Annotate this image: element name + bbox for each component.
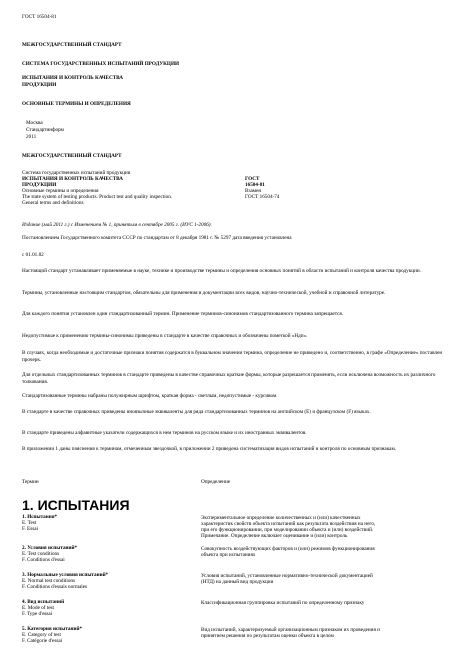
term-name: 4. Вид испытаний	[22, 599, 65, 605]
body-paragraph: В случаях, когда необходимые и достаточные признаки понятия содержатся в буквальном значении термина, определение не приведено и, соответственно, в графе «Определение» поставлен прочерк.	[22, 350, 443, 363]
term-french: F. Catégorie d'essai	[22, 637, 63, 644]
term-entry	[22, 627, 192, 644]
term-definition	[201, 627, 451, 639]
info-left-line: ИСПЫТАНИЯ И КОНТРОЛЬ КАЧЕСТВА	[22, 176, 124, 182]
body-paragraph: Недопустимые к применению термины-синонимы приведены в стандарте в качестве справочных и обозначены пометкой «Ндп».	[22, 333, 308, 339]
term-name: 2. Условия испытаний*	[22, 545, 78, 551]
info-left-line: Система государственных испытаний продукции	[22, 170, 131, 176]
info-left-line: General terms and definitions	[22, 200, 84, 206]
body-paragraph: В стандарте в качестве справочных приведены иноязычные эквиваленты для ряда стандартизованных терминов на английском (E) и французском (F) языках.	[22, 409, 371, 415]
definition-line: характеристик свойств объекта испытаний как результата воздействия на него,	[201, 521, 376, 527]
column-header-definition: Определение	[201, 479, 231, 485]
term-name: 5. Категория испытаний*	[22, 626, 83, 632]
body-paragraph: Для отдельных стандартизованных терминов в стандарте приведены в качестве справочных краткие формы, которые разрешается применять, если исключена возможность их различного толкования.	[22, 372, 436, 385]
title-line-1: ИСПЫТАНИЯ И КОНТРОЛЬ КАЧЕСТВА	[22, 75, 124, 81]
city: Москва	[26, 120, 43, 126]
interstate-standard-heading-2: МЕЖГОСУДАРСТВЕННЫЙ СТАНДАРТ	[22, 153, 122, 159]
definition-line: принятием решения по результатам оценки объекта в целом	[201, 633, 334, 639]
term-french: F. Type d'essai	[22, 610, 53, 617]
term-name: 1. Испытания*	[22, 514, 58, 520]
term-name: 3. Нормальные условия испытаний*	[22, 572, 109, 578]
body-paragraph: В приложении 1 даны пояснения к терминам, отмеченным звездочкой, в приложении 2 приведена систематизация видов испытаний и контроля по основным признакам.	[22, 446, 397, 452]
term-definition	[201, 515, 451, 539]
system-heading: СИСТЕМА ГОСУДАРСТВЕННЫХ ИСПЫТАНИЙ ПРОДУКЦИИ	[22, 61, 180, 67]
definition-line: Вид испытаний, характеризуемый организационным признаком их проведения и	[201, 627, 380, 633]
subtitle: ОСНОВНЫЕ ТЕРМИНЫ И ОПРЕДЕЛЕНИЯ	[22, 101, 131, 107]
term-entry	[22, 546, 192, 563]
interstate-standard-heading: МЕЖГОСУДАРСТВЕННЫЙ СТАНДАРТ	[22, 42, 122, 48]
definition-line: при его функционировании, при моделировании объекта и (или) воздействий.	[201, 527, 374, 533]
term-french: F. Essai	[22, 525, 39, 532]
term-french: F. Conditions d'essai	[22, 556, 65, 563]
body-paragraph: Настоящий стандарт устанавливает применяемые в науке, технике и производстве термины и определения основных понятий в области испытаний и контроля качества продукции.	[22, 268, 421, 274]
term-french: F. Conditions d'essais normales	[22, 583, 88, 590]
term-definition	[201, 573, 451, 585]
decree-paragraph: Постановлением Государственного комитета СССР по стандартам от 8 декабря 1981 г. № 5297 дата введения установлена	[22, 235, 292, 241]
term-english: E. Test	[22, 519, 37, 526]
term-english: E. Normal test conditions	[22, 577, 76, 584]
term-english: E. Mode of test	[22, 604, 54, 611]
term-english: E. Category of test	[22, 631, 61, 638]
info-right-line: 16504-81	[245, 182, 265, 188]
column-header-term: Термин	[22, 479, 39, 485]
info-left-line: ПРОДУКЦИИ	[22, 182, 57, 188]
title-line-2: ПРОДУКЦИИ	[22, 82, 57, 88]
term-definition	[201, 600, 451, 606]
definition-line: объекта при испытаниях	[201, 552, 256, 558]
term-entry	[22, 600, 192, 617]
definition-line: Совокупность воздействующих факторов и (или) режимов функционирования	[201, 546, 375, 552]
info-left-line: Основные термины и определения	[22, 188, 99, 194]
term-entry	[22, 515, 192, 532]
definition-line: (НТД) на данный вид продукции	[201, 579, 274, 585]
body-paragraph: В стандарте приведены алфавитные указатели содержащихся в нем терминов на русском языке и их иностранных эквивалентов.	[22, 430, 307, 436]
edition-note: Издание (май 2011 г.) с Изменением № 1, принятым в сентябре 2005 г. (ИУС 1-2006).	[22, 222, 212, 228]
body-paragraph: Стандартизованные термины набраны полужирным шрифтом, краткая форма - светлым, недопустимые - курсивом.	[22, 393, 278, 399]
body-paragraph: Для каждого понятия установлен один стандартизованный термин. Применение терминов-синонимов стандартизованного термина запрещается.	[22, 311, 344, 317]
section-title: 1. ИСПЫТАНИЯ	[22, 497, 130, 513]
info-right-line: ГОСТ	[245, 176, 260, 182]
definition-line: Экспериментальное определение количественных и (или) качественных	[201, 515, 361, 521]
info-left-line: The state system of testing products. Product test and quality inspection.	[22, 194, 173, 200]
definition-line: Примечание. Определение включает оценивание и (или) контроль	[201, 533, 348, 539]
info-right-line: Взамен	[245, 188, 262, 194]
definition-line: Условия испытаний, установленные нормативно-технической документацией	[201, 573, 373, 579]
publisher: Стандартинформ	[26, 127, 64, 133]
body-paragraph: Термины, установленные настоящим стандартом, обязательны для применения в документации всех видов, научно-технической, учебной и справочной литературе.	[22, 290, 386, 296]
term-english: E. Test conditions	[22, 550, 60, 557]
doc-code: ГОСТ 16504-81	[22, 14, 57, 20]
term-definition	[201, 546, 451, 558]
effective-date: с 01.01.82	[22, 252, 44, 258]
year: 2011	[26, 134, 37, 140]
info-right-line: ГОСТ 16504-74	[245, 194, 280, 200]
definition-line: Классификационная группировка испытаний по определенному признаку	[201, 600, 365, 606]
term-entry	[22, 573, 192, 590]
